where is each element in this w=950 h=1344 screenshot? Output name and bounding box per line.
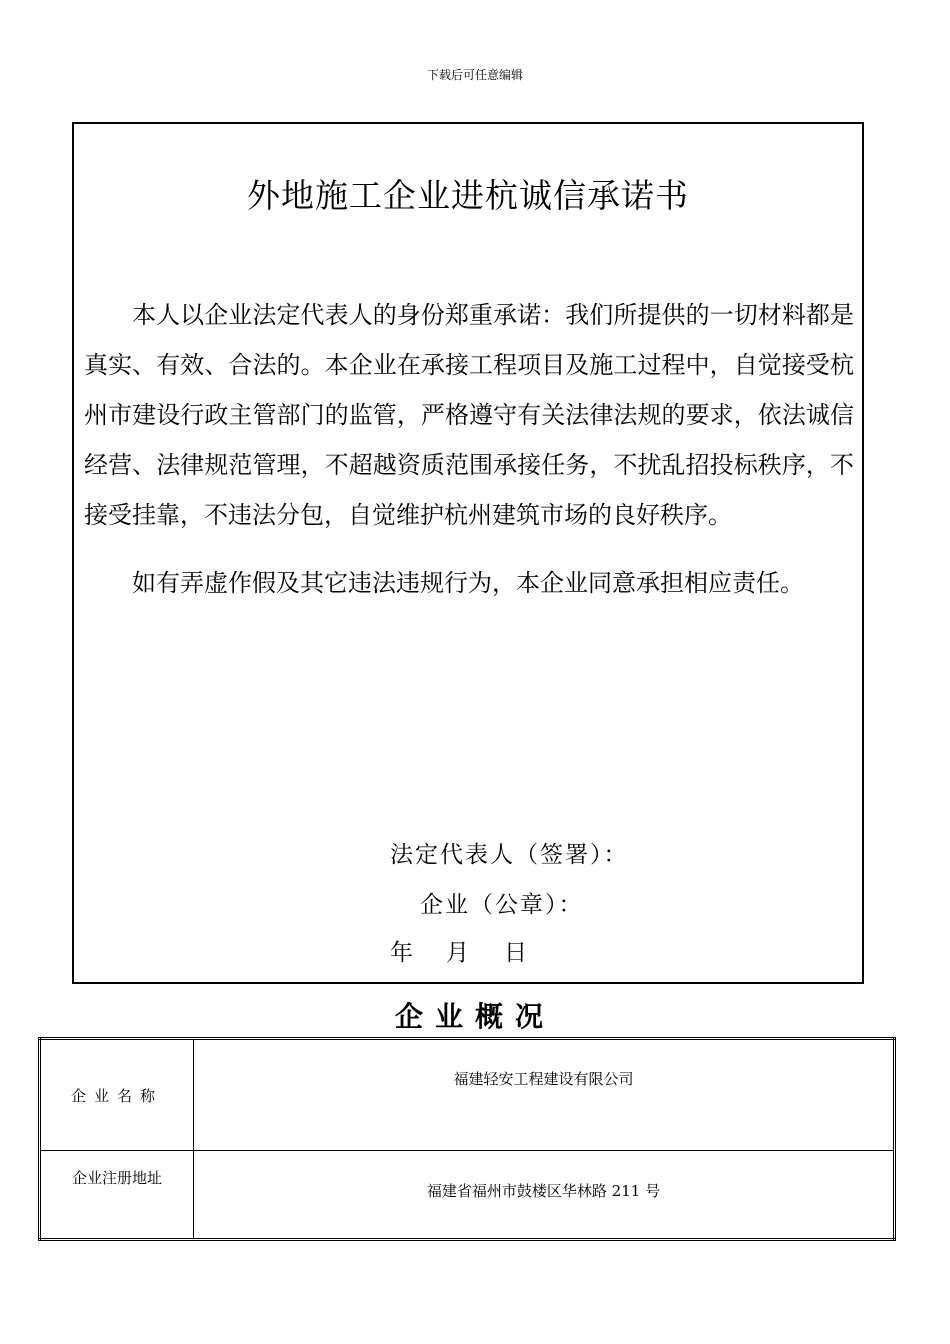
table-row bbox=[40, 1039, 895, 1151]
signature-representative: 法定代表人（签署）： bbox=[390, 842, 629, 868]
signature-seal: 企业（公章）： bbox=[420, 892, 584, 918]
pledge-body bbox=[84, 290, 854, 608]
signature-date bbox=[390, 934, 527, 967]
header-note: 下载后可任意编辑 bbox=[426, 68, 523, 82]
date-day: 日 bbox=[504, 940, 527, 966]
pledge-paragraph-1: 本人以企业法定代表人的身份郑重承诺：我们所提供的一切材料都是真实、有效、合法的。本企业在承接工程项目及施工过程中，自觉接受杭州市建设行政主管部门的监管，严格遵守有关法律法规的要求，依法诚信经营、法律规范管理，不超越资质范围承接任务，不扰乱招投标秩序，不接受挂靠，不违法分包，自觉维护杭州建筑市场的良好秩序。 bbox=[84, 301, 854, 529]
pledge-title: 外地施工企业进杭诚信承诺书 bbox=[247, 176, 689, 215]
company-address-label: 企业注册地址 bbox=[40, 1151, 194, 1240]
pledge-paragraph-2: 如有弄虚作假及其它违法违规行为，本企业同意承担相应责任。 bbox=[132, 569, 804, 597]
date-year: 年 bbox=[390, 940, 413, 966]
company-name-value: 福建轻安工程建设有限公司 bbox=[194, 1039, 895, 1151]
company-address-value: 福建省福州市鼓楼区华林路 211 号 bbox=[194, 1151, 895, 1240]
pledge-box bbox=[72, 122, 864, 984]
date-month: 月 bbox=[446, 940, 469, 966]
overview-table bbox=[38, 1037, 896, 1241]
table-row bbox=[40, 1151, 895, 1240]
overview-title: 企业概况 bbox=[394, 1000, 555, 1033]
company-name-label: 企业名称 bbox=[40, 1039, 194, 1151]
